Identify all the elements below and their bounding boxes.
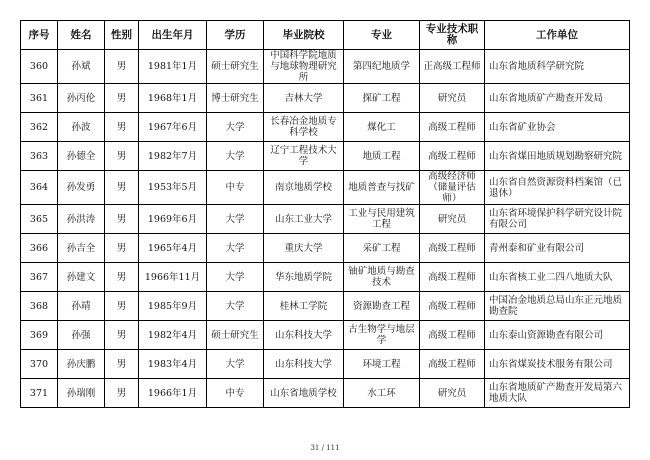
school-cell: 华东地质学院 xyxy=(264,263,344,292)
header-major: 专业 xyxy=(344,21,420,50)
table-body xyxy=(21,50,630,408)
header-school: 毕业院校 xyxy=(264,21,344,50)
birth-cell: 1983年4月 xyxy=(139,350,207,379)
header-row xyxy=(21,21,630,50)
major-cell: 煤化工 xyxy=(344,113,420,142)
personnel-table xyxy=(20,20,630,408)
education-cell: 中专 xyxy=(207,171,264,205)
index-cell: 363 xyxy=(21,142,58,171)
school-cell: 桂林工学院 xyxy=(264,292,344,321)
index-cell: 369 xyxy=(21,321,58,350)
name-cell: 孙建文 xyxy=(58,263,105,292)
name-cell: 孙靖 xyxy=(58,292,105,321)
title-cell: 高级工程师 xyxy=(420,142,485,171)
education-cell: 大学 xyxy=(207,205,264,234)
school-cell: 重庆大学 xyxy=(264,234,344,263)
title-cell: 高级经济师（储量评估师） xyxy=(420,171,485,205)
employer-cell: 山东省煤田地质规划勘察研究院 xyxy=(485,142,630,171)
name-cell: 孙波 xyxy=(58,113,105,142)
major-cell: 环境工程 xyxy=(344,350,420,379)
education-cell: 大学 xyxy=(207,234,264,263)
name-cell: 孙吉全 xyxy=(58,234,105,263)
gender-cell: 男 xyxy=(105,321,139,350)
school-cell: 山东省地质学校 xyxy=(264,379,344,408)
title-cell: 高级工程师 xyxy=(420,321,485,350)
gender-cell: 男 xyxy=(105,171,139,205)
header-index: 序号 xyxy=(21,21,58,50)
employer-cell: 青州泰和矿业有限公司 xyxy=(485,234,630,263)
employer-cell: 山东泰山资源勘查有限公司 xyxy=(485,321,630,350)
major-cell: 工业与民用建筑工程 xyxy=(344,205,420,234)
birth-cell: 1982年4月 xyxy=(139,321,207,350)
major-cell: 水工环 xyxy=(344,379,420,408)
education-cell: 中专 xyxy=(207,379,264,408)
name-cell: 孙洪涛 xyxy=(58,205,105,234)
header-birth: 出生年月 xyxy=(139,21,207,50)
major-cell: 铀矿地质与勘查技术 xyxy=(344,263,420,292)
birth-cell: 1966年1月 xyxy=(139,379,207,408)
gender-cell: 男 xyxy=(105,350,139,379)
school-cell: 长春冶金地质专科学校 xyxy=(264,113,344,142)
table-row xyxy=(21,321,630,350)
table-row xyxy=(21,292,630,321)
major-cell: 采矿工程 xyxy=(344,234,420,263)
school-cell: 吉林大学 xyxy=(264,84,344,113)
name-cell: 孙瑞刚 xyxy=(58,379,105,408)
header-name: 姓名 xyxy=(58,21,105,50)
title-cell: 高级工程师 xyxy=(420,292,485,321)
education-cell: 大学 xyxy=(207,350,264,379)
employer-cell: 山东省地质科学研究院 xyxy=(485,50,630,84)
title-cell: 研究员 xyxy=(420,84,485,113)
education-cell: 大学 xyxy=(207,292,264,321)
name-cell: 孙斌 xyxy=(58,50,105,84)
index-cell: 361 xyxy=(21,84,58,113)
table-row xyxy=(21,205,630,234)
gender-cell: 男 xyxy=(105,113,139,142)
major-cell: 地质普查与找矿 xyxy=(344,171,420,205)
school-cell: 山东科技大学 xyxy=(264,321,344,350)
name-cell: 孙发勇 xyxy=(58,171,105,205)
gender-cell: 男 xyxy=(105,205,139,234)
birth-cell: 1968年1月 xyxy=(139,84,207,113)
school-cell: 山东工业大学 xyxy=(264,205,344,234)
school-cell: 山东科技大学 xyxy=(264,350,344,379)
employer-cell: 山东省地质矿产勘查开发局第六地质大队 xyxy=(485,379,630,408)
table-row xyxy=(21,84,630,113)
table-row xyxy=(21,379,630,408)
index-cell: 371 xyxy=(21,379,58,408)
header-gender: 性别 xyxy=(105,21,139,50)
table-row xyxy=(21,113,630,142)
major-cell: 探矿工程 xyxy=(344,84,420,113)
employer-cell: 山东省环境保护科学研究设计院有限公司 xyxy=(485,205,630,234)
birth-cell: 1969年6月 xyxy=(139,205,207,234)
employer-cell: 山东省矿业协会 xyxy=(485,113,630,142)
gender-cell: 男 xyxy=(105,84,139,113)
header-title: 专业技术职称 xyxy=(420,21,485,50)
title-cell: 正高级工程师 xyxy=(420,50,485,84)
employer-cell: 山东省地质矿产勘查开发局 xyxy=(485,84,630,113)
education-cell: 硕士研究生 xyxy=(207,50,264,84)
title-cell: 高级工程师 xyxy=(420,113,485,142)
table-row xyxy=(21,234,630,263)
school-cell: 南京地质学校 xyxy=(264,171,344,205)
birth-cell: 1965年4月 xyxy=(139,234,207,263)
index-cell: 368 xyxy=(21,292,58,321)
header-employer: 工作单位 xyxy=(485,21,630,50)
school-cell: 中国科学院地质与地球物理研究所 xyxy=(264,50,344,84)
page-number: 31 / 111 xyxy=(310,444,340,452)
education-cell: 大学 xyxy=(207,142,264,171)
table-row xyxy=(21,50,630,84)
birth-cell: 1981年1月 xyxy=(139,50,207,84)
major-cell: 古生物学与地层学 xyxy=(344,321,420,350)
gender-cell: 男 xyxy=(105,50,139,84)
table-row xyxy=(21,171,630,205)
index-cell: 367 xyxy=(21,263,58,292)
table-row xyxy=(21,142,630,171)
birth-cell: 1985年9月 xyxy=(139,292,207,321)
title-cell: 高级工程师 xyxy=(420,234,485,263)
employer-cell: 中国冶金地质总局山东正元地质勘查院 xyxy=(485,292,630,321)
birth-cell: 1967年6月 xyxy=(139,113,207,142)
header-education: 学历 xyxy=(207,21,264,50)
education-cell: 大学 xyxy=(207,113,264,142)
gender-cell: 男 xyxy=(105,234,139,263)
major-cell: 地质工程 xyxy=(344,142,420,171)
name-cell: 孙强 xyxy=(58,321,105,350)
education-cell: 大学 xyxy=(207,263,264,292)
title-cell: 高级工程师 xyxy=(420,263,485,292)
gender-cell: 男 xyxy=(105,142,139,171)
table-row xyxy=(21,263,630,292)
table-row xyxy=(21,350,630,379)
name-cell: 孙庆鹏 xyxy=(58,350,105,379)
birth-cell: 1966年11月 xyxy=(139,263,207,292)
major-cell: 第四纪地质学 xyxy=(344,50,420,84)
education-cell: 博士研究生 xyxy=(207,84,264,113)
education-cell: 硕士研究生 xyxy=(207,321,264,350)
gender-cell: 男 xyxy=(105,379,139,408)
employer-cell: 山东省核工业二四八地质大队 xyxy=(485,263,630,292)
index-cell: 360 xyxy=(21,50,58,84)
index-cell: 370 xyxy=(21,350,58,379)
index-cell: 364 xyxy=(21,171,58,205)
birth-cell: 1982年7月 xyxy=(139,142,207,171)
employer-cell: 山东省自然资源资料档案馆（已退休） xyxy=(485,171,630,205)
name-cell: 孙德全 xyxy=(58,142,105,171)
index-cell: 362 xyxy=(21,113,58,142)
gender-cell: 男 xyxy=(105,292,139,321)
employer-cell: 山东省煤炭技术服务有限公司 xyxy=(485,350,630,379)
index-cell: 365 xyxy=(21,205,58,234)
name-cell: 孙丙伦 xyxy=(58,84,105,113)
title-cell: 研究员 xyxy=(420,379,485,408)
major-cell: 资源勘查工程 xyxy=(344,292,420,321)
title-cell: 高级工程师 xyxy=(420,350,485,379)
birth-cell: 1953年5月 xyxy=(139,171,207,205)
school-cell: 辽宁工程技术大学 xyxy=(264,142,344,171)
index-cell: 366 xyxy=(21,234,58,263)
gender-cell: 男 xyxy=(105,263,139,292)
title-cell: 研究员 xyxy=(420,205,485,234)
